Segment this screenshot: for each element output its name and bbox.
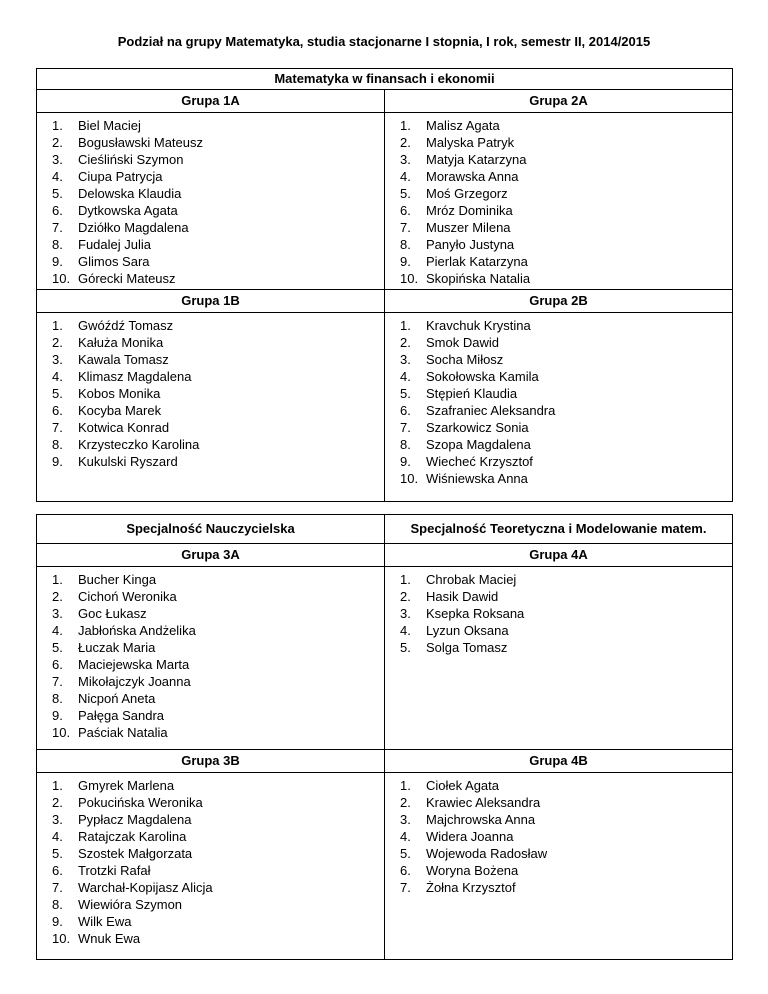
student-name: Delowska Klaudia [78, 186, 182, 201]
student-name: Krzysteczko Karolina [78, 437, 200, 452]
group-list-cell-2a [385, 113, 733, 290]
list-item [37, 385, 384, 402]
list-item-number: 8. [52, 897, 63, 912]
student-name: Biel Maciej [78, 118, 141, 133]
student-name: Skopińska Natalia [426, 271, 531, 286]
student-name: Ciupa Patrycja [78, 169, 163, 184]
student-name: Łuczak Maria [78, 640, 156, 655]
list-item-number: 4. [52, 369, 63, 384]
list-item [385, 777, 732, 794]
student-name: Klimasz Magdalena [78, 369, 192, 384]
list-item-number: 4. [400, 169, 411, 184]
document-title: Podział na grupy Matematyka, studia stacjonarne I stopnia, I rok, semestr II, 2014/2015 [117, 34, 651, 49]
list-item [37, 402, 384, 419]
list-item [385, 622, 732, 639]
list-item [37, 794, 384, 811]
list-item [385, 236, 732, 253]
list-item-number: 2. [52, 335, 63, 350]
student-name: Malisz Agata [426, 118, 500, 133]
list-item [37, 317, 384, 334]
student-name: Górecki Mateusz [78, 271, 176, 286]
group-list-2a [385, 113, 732, 289]
list-item [37, 117, 384, 134]
list-item-number: 8. [52, 691, 63, 706]
list-item [385, 794, 732, 811]
list-item-number: 9. [52, 914, 63, 929]
group-list-2b [385, 313, 732, 489]
list-item [385, 334, 732, 351]
student-name: Socha Miłosz [426, 352, 504, 367]
student-name: Szostek Małgorzata [78, 846, 193, 861]
student-name: Dytkowska Agata [78, 203, 178, 218]
student-name: Kawala Tomasz [78, 352, 169, 367]
list-item-number: 9. [52, 254, 63, 269]
list-item [385, 862, 732, 879]
list-item-number: 5. [400, 846, 411, 861]
list-item [385, 639, 732, 656]
student-name: Nicpoń Aneta [78, 691, 156, 706]
list-item-number: 4. [52, 169, 63, 184]
group-list-cell-3b [37, 773, 385, 960]
list-item-number: 8. [400, 437, 411, 452]
student-name: Krawiec Aleksandra [426, 795, 541, 810]
student-name: Szafraniec Aleksandra [426, 403, 556, 418]
group-header-4b: Grupa 4B [385, 750, 733, 773]
student-name: Wiśniewska Anna [426, 471, 528, 486]
list-item [385, 828, 732, 845]
list-item [37, 185, 384, 202]
list-item [385, 253, 732, 270]
group-list-3b [37, 773, 384, 949]
student-name: Gwóźdź Tomasz [78, 318, 174, 333]
list-item [37, 828, 384, 845]
section-title-finance: Matematyka w finansach i ekonomii [37, 69, 733, 90]
list-item [37, 219, 384, 236]
list-item-number: 8. [52, 437, 63, 452]
list-item [37, 622, 384, 639]
student-name: Kukulski Ryszard [78, 454, 178, 469]
list-item-number: 10. [52, 725, 71, 740]
list-item [37, 270, 384, 287]
list-item-number: 1. [400, 778, 411, 793]
list-item [37, 436, 384, 453]
list-item-number: 4. [400, 829, 411, 844]
student-name: Ratajczak Karolina [78, 829, 187, 844]
group-list-cell-1a [37, 113, 385, 290]
list-item [385, 605, 732, 622]
list-item-number: 3. [400, 352, 411, 367]
list-item-number: 8. [400, 237, 411, 252]
student-name: Wilk Ewa [78, 914, 132, 929]
list-item-number: 4. [52, 623, 63, 638]
list-item [37, 656, 384, 673]
list-item-number: 2. [400, 335, 411, 350]
student-name: Solga Tomasz [426, 640, 508, 655]
student-name: Paściak Natalia [78, 725, 168, 740]
student-name: Gmyrek Marlena [78, 778, 175, 793]
group-list-cell-2b [385, 313, 733, 502]
list-item [37, 253, 384, 270]
student-name: Bogusławski Mateusz [78, 135, 203, 150]
group-list-3a [37, 567, 384, 743]
list-item-number: 10. [52, 931, 71, 946]
student-name: Muszer Milena [426, 220, 511, 235]
list-item-number: 7. [52, 674, 63, 689]
list-item-number: 1. [52, 778, 63, 793]
list-item-number: 2. [52, 589, 63, 604]
group-list-cell-4b [385, 773, 733, 960]
student-name: Bucher Kinga [78, 572, 157, 587]
list-item-number: 6. [400, 403, 411, 418]
list-item-number: 3. [52, 606, 63, 621]
list-item [385, 202, 732, 219]
list-item [37, 453, 384, 470]
group-list-1b [37, 313, 384, 472]
student-name: Chrobak Maciej [426, 572, 517, 587]
student-name: Szarkowicz Sonia [426, 420, 529, 435]
student-name: Wiewióra Szymon [78, 897, 183, 912]
list-item-number: 9. [400, 254, 411, 269]
list-item [37, 639, 384, 656]
student-name: Glimos Sara [78, 254, 150, 269]
list-item-number: 2. [52, 795, 63, 810]
list-item [37, 368, 384, 385]
student-name: Kravchuk Krystina [426, 318, 531, 333]
list-item [385, 453, 732, 470]
group-header-2b: Grupa 2B [385, 290, 733, 313]
list-item-number: 10. [52, 271, 71, 286]
list-item-number: 1. [400, 118, 411, 133]
student-name: Mróz Dominika [426, 203, 513, 218]
list-item-number: 6. [52, 657, 63, 672]
list-item-number: 3. [400, 152, 411, 167]
list-item [385, 168, 732, 185]
group-header-1a: Grupa 1A [37, 90, 385, 113]
student-name: Widera Joanna [426, 829, 514, 844]
list-item-number: 6. [400, 203, 411, 218]
student-name: Warchał-Kopijasz Alicja [78, 880, 213, 895]
student-name: Pierlak Katarzyna [426, 254, 528, 269]
group-list-cell-1b [37, 313, 385, 502]
list-item-number: 1. [400, 572, 411, 587]
list-item [37, 571, 384, 588]
student-name: Pypłacz Magdalena [78, 812, 192, 827]
list-item [385, 117, 732, 134]
section-title-theoretical: Specjalność Teoretyczna i Modelowanie matem. [385, 515, 733, 544]
student-name: Szopa Magdalena [426, 437, 531, 452]
student-name: Kotwica Konrad [78, 420, 170, 435]
student-name: Pałęga Sandra [78, 708, 165, 723]
student-name: Ksepka Roksana [426, 606, 525, 621]
list-item-number: 5. [400, 386, 411, 401]
list-item [37, 879, 384, 896]
student-name: Dziółko Magdalena [78, 220, 189, 235]
student-name: Pokucińska Weronika [78, 795, 203, 810]
list-item [37, 811, 384, 828]
list-item [385, 419, 732, 436]
list-item-number: 1. [52, 318, 63, 333]
list-item-number: 7. [400, 880, 411, 895]
list-item [385, 317, 732, 334]
table-finance [36, 68, 733, 502]
list-item-number: 6. [400, 863, 411, 878]
list-item [37, 202, 384, 219]
list-item-number: 1. [52, 572, 63, 587]
list-item [385, 402, 732, 419]
list-item-number: 4. [400, 623, 411, 638]
student-name: Sokołowska Kamila [426, 369, 539, 384]
list-item-number: 9. [52, 454, 63, 469]
list-item [385, 436, 732, 453]
list-item [37, 930, 384, 947]
student-name: Stępień Klaudia [426, 386, 518, 401]
student-name: Lyzun Oksana [426, 623, 509, 638]
list-item-number: 2. [52, 135, 63, 150]
list-item-number: 7. [52, 880, 63, 895]
list-item-number: 5. [52, 846, 63, 861]
list-item [37, 334, 384, 351]
student-name: Trotzki Rafał [78, 863, 151, 878]
list-item [37, 419, 384, 436]
student-name: Wiecheć Krzysztof [426, 454, 533, 469]
list-item [37, 690, 384, 707]
group-header-1b: Grupa 1B [37, 290, 385, 313]
list-item-number: 7. [400, 220, 411, 235]
list-item-number: 4. [52, 829, 63, 844]
list-item-number: 2. [400, 589, 411, 604]
student-name: Fudalej Julia [78, 237, 151, 252]
student-name: Majchrowska Anna [426, 812, 536, 827]
student-name: Morawska Anna [426, 169, 519, 184]
section-title-teaching: Specjalność Nauczycielska [37, 515, 385, 544]
list-item-number: 6. [52, 403, 63, 418]
group-list-4b [385, 773, 732, 898]
list-item [37, 707, 384, 724]
student-name: Jabłońska Andżelika [78, 623, 196, 638]
list-item [385, 351, 732, 368]
student-name: Kałuża Monika [78, 335, 164, 350]
group-header-3b: Grupa 3B [37, 750, 385, 773]
group-list-4a [385, 567, 732, 658]
list-item-number: 9. [400, 454, 411, 469]
table-specializations [36, 514, 733, 960]
student-name: Malyska Patryk [426, 135, 515, 150]
list-item-number: 6. [52, 203, 63, 218]
list-item [37, 168, 384, 185]
list-item [385, 219, 732, 236]
list-item-number: 5. [400, 640, 411, 655]
list-item-number: 3. [400, 812, 411, 827]
list-item [385, 368, 732, 385]
list-item [37, 724, 384, 741]
list-item [37, 236, 384, 253]
list-item [37, 845, 384, 862]
group-header-4a: Grupa 4A [385, 544, 733, 567]
list-item-number: 8. [52, 237, 63, 252]
list-item-number: 7. [52, 420, 63, 435]
student-name: Kocyba Marek [78, 403, 162, 418]
student-name: Cieśliński Szymon [78, 152, 184, 167]
list-item [37, 777, 384, 794]
list-item [385, 470, 732, 487]
student-name: Woryna Bożena [426, 863, 519, 878]
group-list-cell-4a [385, 567, 733, 750]
list-item [385, 134, 732, 151]
list-item [385, 588, 732, 605]
list-item-number: 1. [400, 318, 411, 333]
list-item [37, 605, 384, 622]
student-name: Matyja Katarzyna [426, 152, 527, 167]
student-name: Cichoń Weronika [78, 589, 177, 604]
list-item [37, 862, 384, 879]
list-item-number: 3. [52, 812, 63, 827]
list-item [385, 811, 732, 828]
list-item [385, 385, 732, 402]
list-item-number: 7. [52, 220, 63, 235]
list-item-number: 2. [400, 135, 411, 150]
list-item [37, 588, 384, 605]
group-header-2a: Grupa 2A [385, 90, 733, 113]
list-item [385, 845, 732, 862]
student-name: Panyło Justyna [426, 237, 515, 252]
list-item [385, 151, 732, 168]
list-item-number: 5. [52, 386, 63, 401]
list-item [37, 896, 384, 913]
list-item-number: 4. [400, 369, 411, 384]
list-item-number: 5. [400, 186, 411, 201]
student-name: Żołna Krzysztof [426, 880, 516, 895]
list-item-number: 7. [400, 420, 411, 435]
student-name: Wojewoda Radosław [426, 846, 548, 861]
group-header-3a: Grupa 3A [37, 544, 385, 567]
student-name: Wnuk Ewa [78, 931, 141, 946]
list-item-number: 1. [52, 118, 63, 133]
student-name: Smok Dawid [426, 335, 499, 350]
list-item [385, 879, 732, 896]
list-item-number: 10. [400, 271, 419, 286]
student-name: Ciołek Agata [426, 778, 499, 793]
list-item-number: 2. [400, 795, 411, 810]
list-item-number: 3. [52, 352, 63, 367]
list-item-number: 5. [52, 186, 63, 201]
list-item [385, 270, 732, 287]
group-list-cell-3a [37, 567, 385, 750]
student-name: Kobos Monika [78, 386, 161, 401]
list-item [37, 351, 384, 368]
student-name: Hasik Dawid [426, 589, 499, 604]
student-name: Mikołajczyk Joanna [78, 674, 191, 689]
student-name: Maciejewska Marta [78, 657, 190, 672]
list-item-number: 3. [400, 606, 411, 621]
student-name: Goc Łukasz [78, 606, 147, 621]
list-item [37, 151, 384, 168]
list-item [37, 134, 384, 151]
list-item [37, 913, 384, 930]
list-item [385, 571, 732, 588]
group-list-1a [37, 113, 384, 289]
list-item [385, 185, 732, 202]
list-item-number: 10. [400, 471, 419, 486]
list-item-number: 6. [52, 863, 63, 878]
list-item-number: 3. [52, 152, 63, 167]
list-item [37, 673, 384, 690]
list-item-number: 5. [52, 640, 63, 655]
student-name: Moś Grzegorz [426, 186, 508, 201]
list-item-number: 9. [52, 708, 63, 723]
